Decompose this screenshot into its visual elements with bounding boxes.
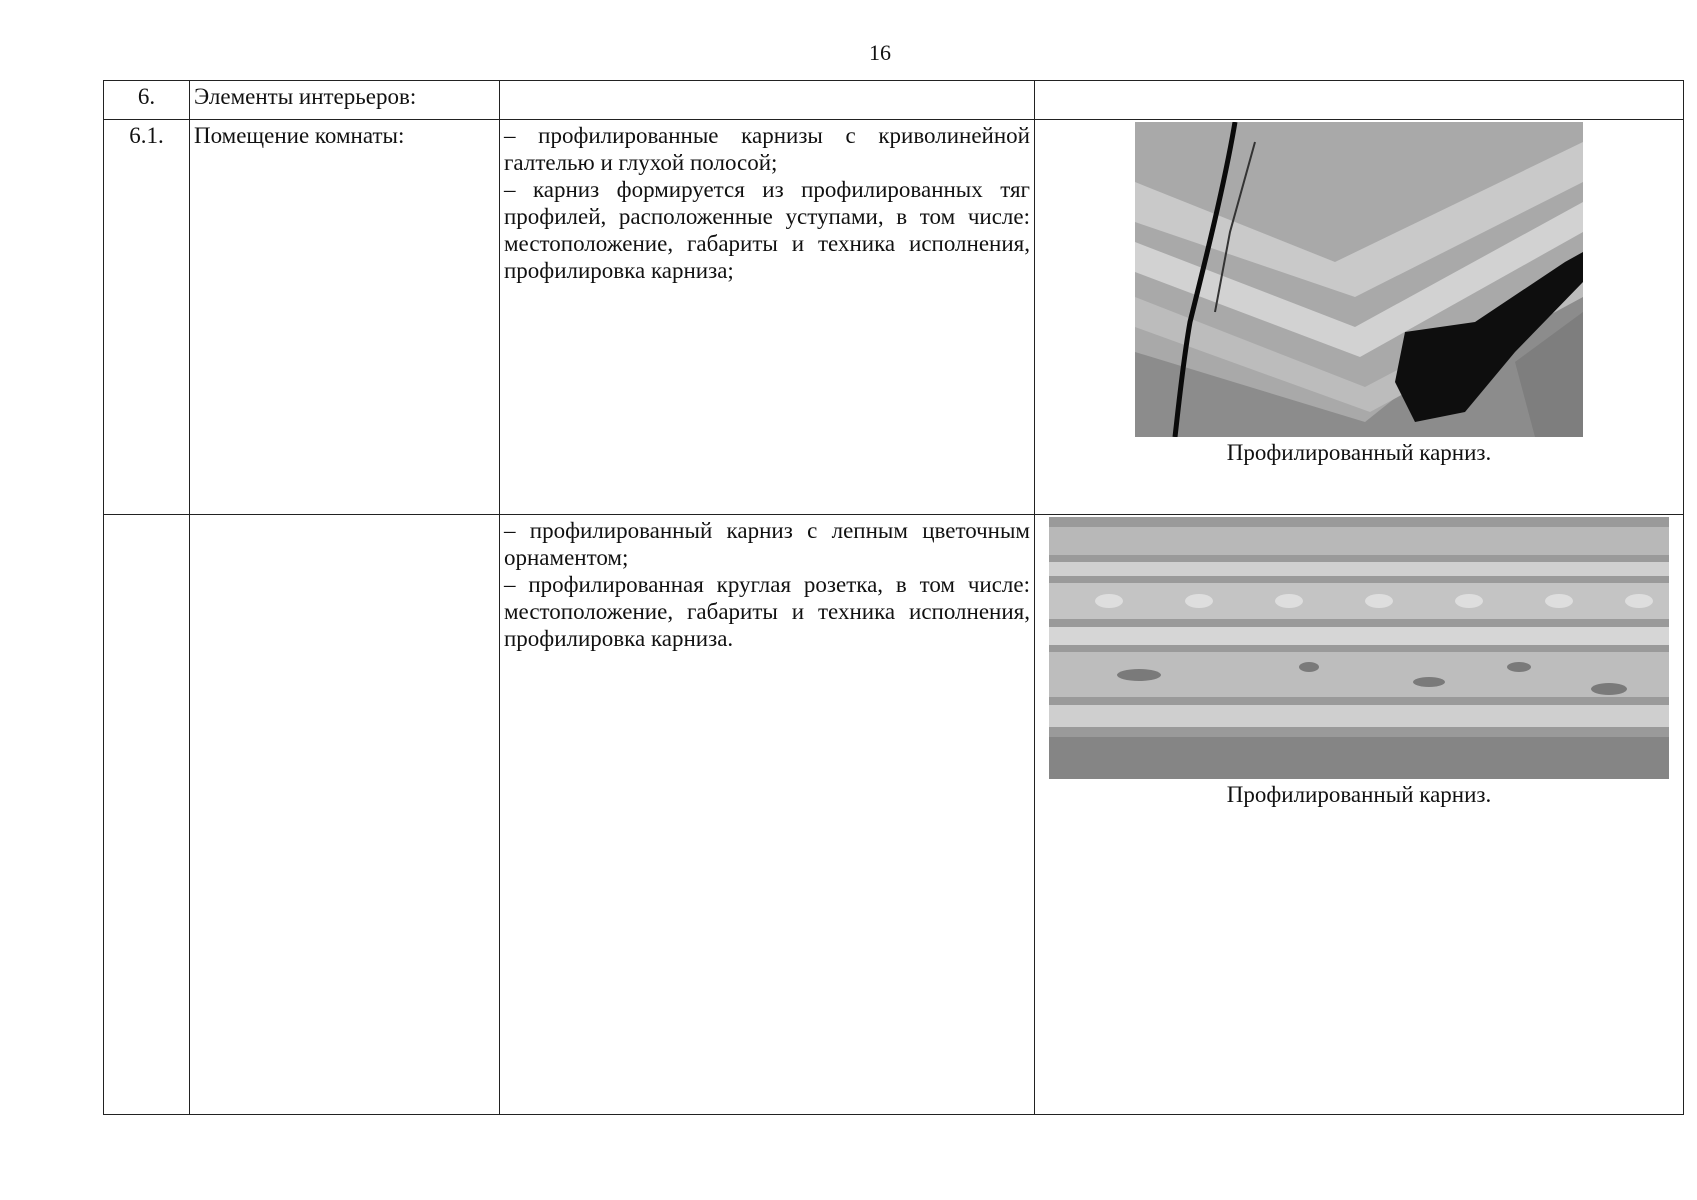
description-item: – карниз формируется из профилированных тяг профилей, расположенные уступами, в том числе: местоположение, габариты и техника исполнения, профилировка карниза; [504,177,1030,283]
photo-caption: Профилированный карниз. [1226,782,1492,807]
cornice-ornament-photo [1049,517,1669,779]
table-row [104,120,1684,515]
photo-cell [1035,515,1684,1115]
section-title: Элементы интерьеров: [190,81,500,120]
table-row [104,515,1684,1115]
room-name: Помещение комнаты: [190,120,500,515]
empty-cell [1035,81,1684,120]
photo-caption: Профилированный карниз. [1226,440,1492,465]
description-item: – профилированный карниз с лепным цветочным орнаментом; [504,518,1030,570]
description-cell [500,515,1035,1115]
cornice-photo [1135,122,1583,437]
item-number: 6.1. [104,120,190,515]
empty-cell [190,515,500,1115]
table-header-row [104,81,1684,120]
page-number: 16 [869,40,891,65]
empty-cell [500,81,1035,120]
section-number: 6. [104,81,190,120]
empty-cell [104,515,190,1115]
description-item: – профилированная круглая розетка, в том числе: местоположение, габариты и техника исполнения, профилировка карниза. [504,572,1030,651]
description-cell [500,120,1035,515]
photo-cell [1035,120,1684,515]
description-item: – профилированные карнизы с криволинейной галтелью и глухой полосой; [504,123,1030,175]
interior-elements-table [103,80,1684,1115]
